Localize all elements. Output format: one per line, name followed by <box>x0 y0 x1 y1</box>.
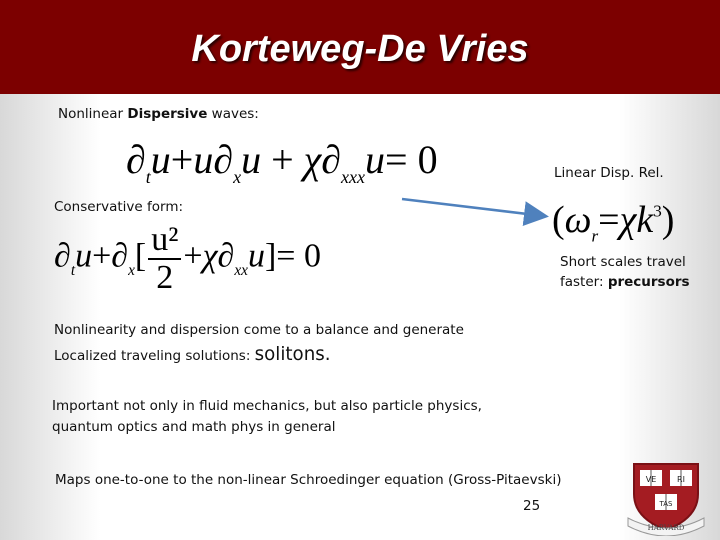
page-number: 25 <box>523 498 541 514</box>
svg-text:VE: VE <box>645 475 657 484</box>
short-scales-note: Short scales travel faster: precursors <box>560 254 690 290</box>
conservative-equation: $\partial_tu+\partial_x$[ $\frac{\text{u²}}{2}$ $+\chi\partial_{xx}u]= 0$ <box>54 221 321 296</box>
intro-text: Nonlinear Dispersive waves: <box>58 106 259 122</box>
importance-note: Important not only in fluid mechanics, but also particle physics, quantum optics and math phys in general <box>52 398 482 435</box>
balance-line-2: Localized traveling solutions: solitons. <box>54 344 331 365</box>
kdv-equation: $\partial_tu+u\partial_xu + \chi\partial_{xxx}u= 0$ <box>126 137 438 187</box>
fraction: $\frac{\text{u²}}{2}$ <box>148 222 181 295</box>
dispersion-relation: $(\omega_r=\chi k^3)$ <box>552 199 675 246</box>
harvard-seal-logo <box>624 460 708 536</box>
conservative-label: Conservative form: <box>54 199 184 215</box>
svg-text:HARVARD: HARVARD <box>647 524 685 532</box>
svg-text:TAS: TAS <box>659 500 673 508</box>
svg-text:RI: RI <box>677 475 685 484</box>
balance-line-1: Nonlinearity and dispersion come to a balance and generate <box>54 322 464 338</box>
linear-disp-label: Linear Disp. Rel. <box>554 165 664 181</box>
slide-title: Korteweg-De Vries <box>191 28 529 70</box>
schroedinger-note: Maps one-to-one to the non-linear Schroedinger equation (Gross-Pitaevski) <box>55 472 562 488</box>
